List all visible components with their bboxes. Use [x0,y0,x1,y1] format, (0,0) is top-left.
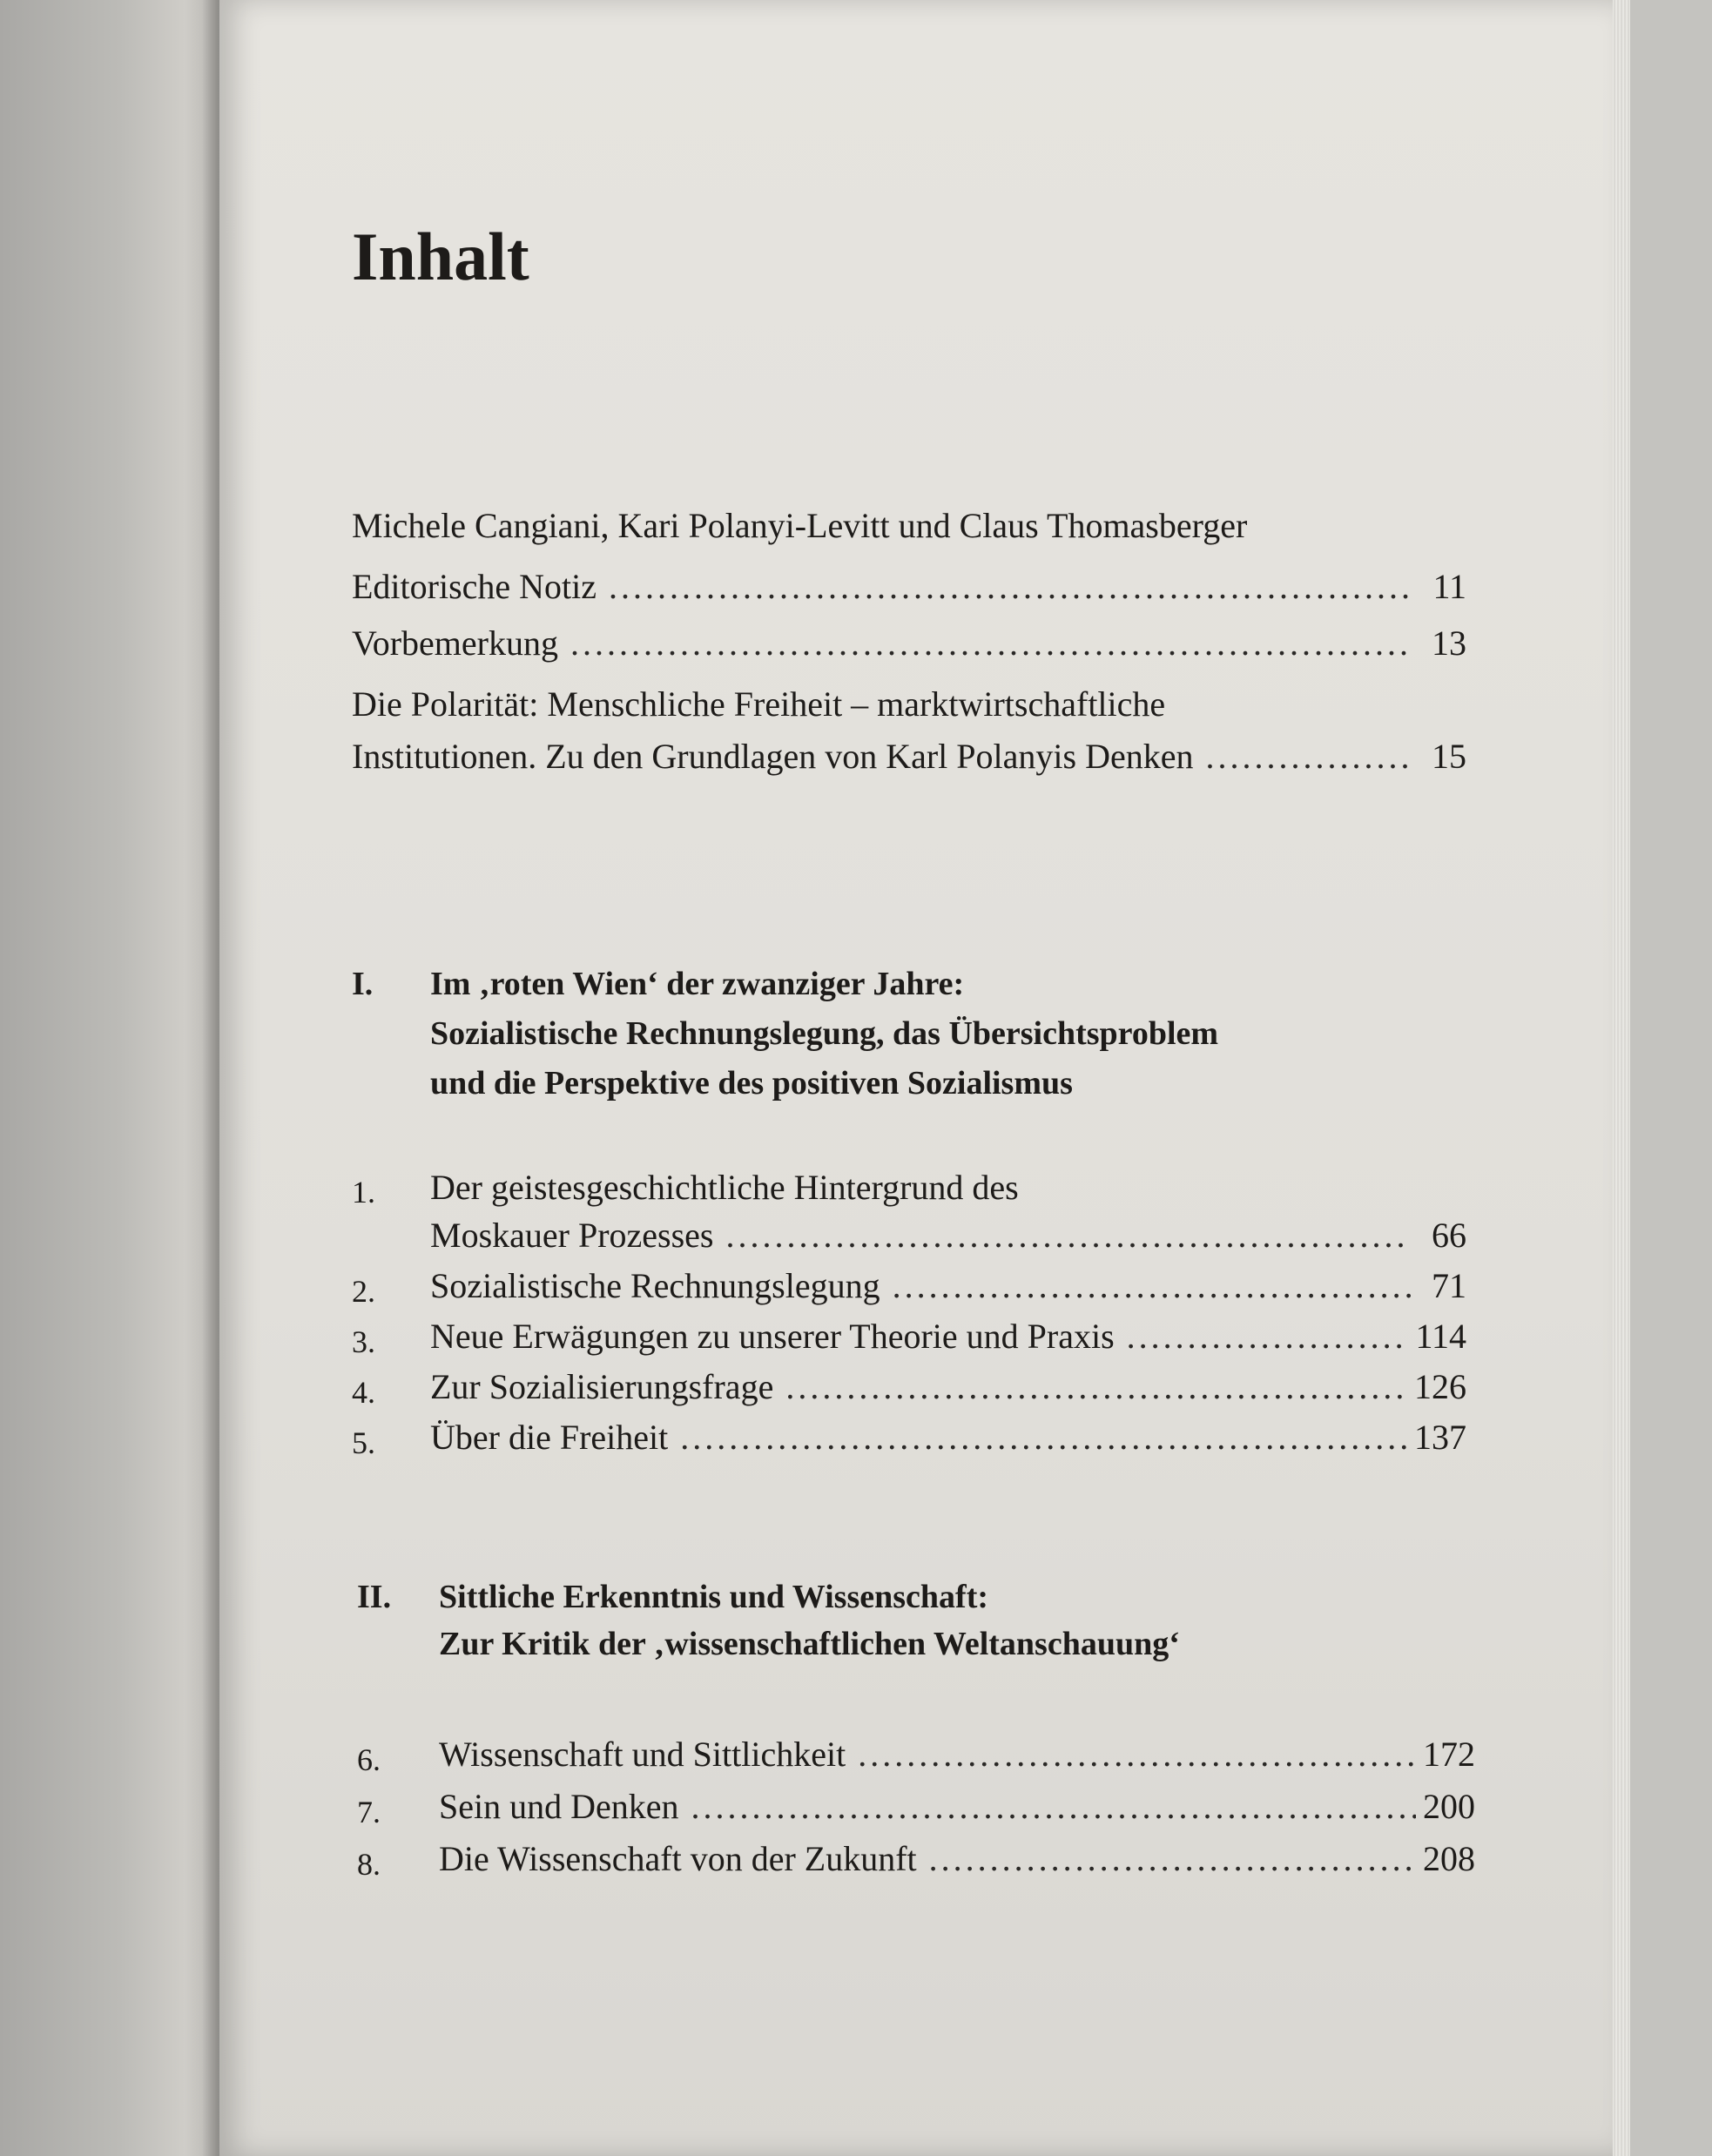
toc-entry-page: 114 [1415,1317,1466,1356]
toc-entry-title: Moskauer Prozesses [430,1216,714,1255]
toc-entry-title: Über die Freiheit [430,1418,669,1457]
toc-chapter-1 [430,1215,1466,1267]
toc-entry-page: 137 [1414,1418,1466,1457]
chapter-number: 4. [352,1375,375,1410]
toc-content [352,0,1484,2156]
toc-chapter-5 [430,1417,1466,1469]
leader-dots [858,1734,1416,1775]
background-surface [1630,0,1712,2156]
toc-entry-title: Zur Sozialisierungsfrage [430,1367,774,1406]
leader-dots [680,1417,1407,1458]
toc-entry-page: 11 [1432,567,1466,606]
toc-chapter-3 [430,1316,1466,1368]
toc-entry-polaritaet [352,736,1466,788]
book-page [219,0,1613,2156]
toc-entry-page: 15 [1432,737,1466,776]
leader-dots [785,1366,1407,1407]
section-number: II. [357,1579,392,1615]
toc-entry-title: Die Wissenschaft von der Zukunft [439,1839,917,1878]
leader-dots [893,1265,1411,1306]
chapter-title-line1: Der geistesgeschichtliche Hintergrund des [430,1168,1019,1207]
toc-entry-editorische-notiz [352,566,1466,618]
toc-entry-page: 13 [1432,623,1466,663]
section-heading-line: und die Perspektive des positiven Sozialismus [430,1065,1073,1102]
chapter-number: 3. [352,1324,375,1359]
toc-entry-title: Editorische Notiz [352,567,597,606]
leader-dots [726,1215,1412,1256]
toc-entry-title: Neue Erwägungen zu unserer Theorie und Praxis [430,1317,1115,1356]
toc-chapter-6 [439,1734,1475,1786]
leader-dots [929,1838,1416,1879]
toc-entry-page: 71 [1432,1266,1466,1305]
toc-entry-title: Sozialistische Rechnungslegung [430,1266,880,1305]
chapter-number: 8. [357,1847,381,1882]
section-heading-line: Sittliche Erkenntnis und Wissenschaft: [439,1579,989,1615]
chapter-number: 6. [357,1742,381,1777]
toc-entry-page: 126 [1414,1367,1466,1406]
toc-entry-title: Vorbemerkung [352,623,558,663]
page-edge [1613,0,1630,2156]
chapter-number: 5. [352,1425,375,1460]
toc-entry-title: Wissenschaft und Sittlichkeit [439,1735,846,1774]
toc-entry-vorbemerkung [352,623,1466,675]
toc-entry-page: 200 [1423,1787,1475,1826]
leader-dots [1127,1316,1409,1357]
page-title: Inhalt [352,219,529,294]
leader-dots [691,1786,1416,1827]
toc-entry-page: 172 [1423,1735,1475,1774]
toc-entry-polaritaet-line1: Die Polarität: Menschliche Freiheit – marktwirtschaftliche [352,684,1166,724]
toc-entry-page: 66 [1432,1216,1466,1255]
toc-chapter-8 [439,1838,1475,1890]
section-heading-line: Sozialistische Rechnungslegung, das Übersichtsproblem [430,1015,1219,1052]
front-authors: Michele Cangiani, Kari Polanyi-Levitt und Claus Thomasberger [352,506,1248,545]
section-heading-line: Im ‚roten Wien‘ der zwanziger Jahre: [430,966,965,1002]
toc-entry-title: Sein und Denken [439,1787,679,1826]
chapter-number: 1. [352,1175,375,1209]
chapter-number: 2. [352,1274,375,1309]
left-page [0,0,218,2156]
leader-dots [609,566,1411,607]
toc-entry-page: 208 [1423,1839,1475,1878]
section-heading-line: Zur Kritik der ‚wissenschaftlichen Weltanschauung‘ [439,1626,1180,1662]
chapter-number: 7. [357,1795,381,1829]
toc-entry-title: Institutionen. Zu den Grundlagen von Karl Polanyis Denken [352,737,1194,776]
toc-chapter-4 [430,1366,1466,1418]
section-number: I. [352,966,374,1002]
toc-chapter-7 [439,1786,1475,1838]
leader-dots [1205,736,1411,777]
leader-dots [570,623,1411,664]
toc-chapter-2 [430,1265,1466,1317]
